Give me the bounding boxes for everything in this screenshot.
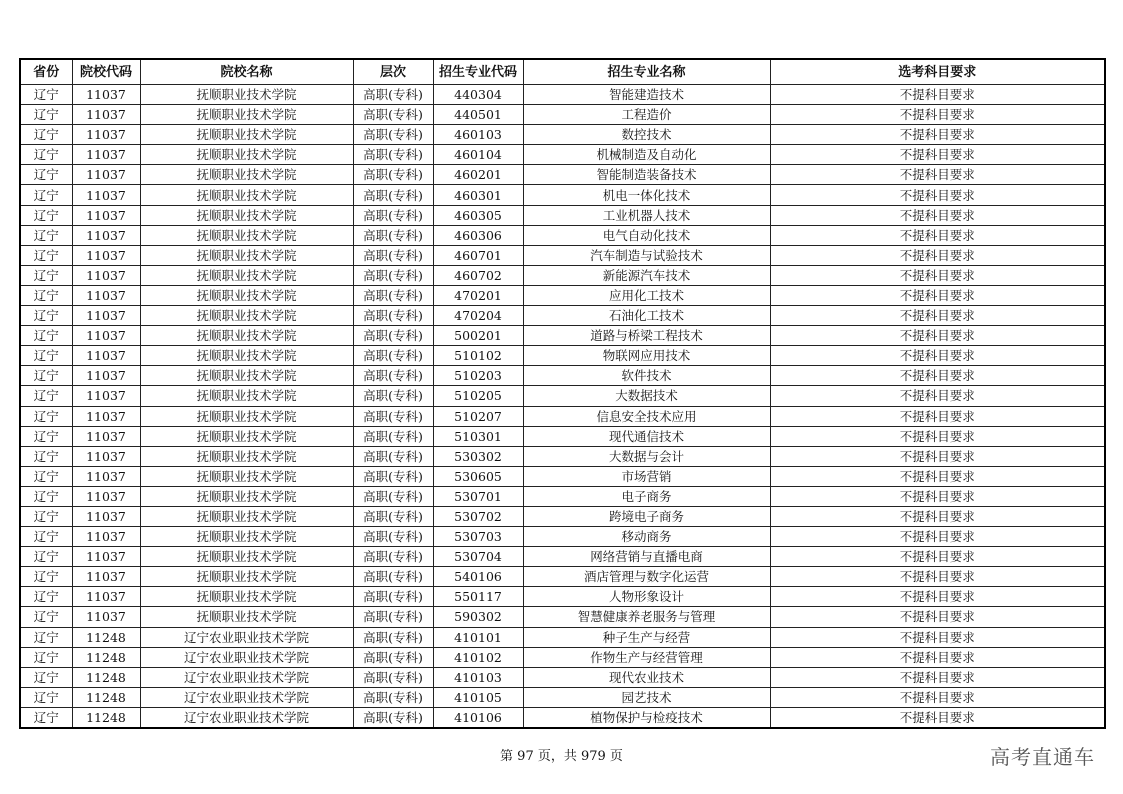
cell-major-code: 460306 <box>433 225 523 245</box>
cell-major-code: 460702 <box>433 265 523 285</box>
cell-major-code: 470204 <box>433 306 523 326</box>
cell-school-name: 抚顺职业技术学院 <box>140 527 353 547</box>
cell-school-code: 11037 <box>72 185 140 205</box>
cell-school-code: 11037 <box>72 587 140 607</box>
cell-subject-requirement: 不提科目要求 <box>770 647 1105 667</box>
cell-level: 高职(专科) <box>353 386 433 406</box>
table-row <box>20 466 1105 486</box>
cell-subject-requirement: 不提科目要求 <box>770 627 1105 647</box>
table-row <box>20 366 1105 386</box>
header-subject-requirement: 选考科目要求 <box>770 59 1105 85</box>
cell-school-code: 11037 <box>72 406 140 426</box>
cell-major-name: 酒店管理与数字化运营 <box>523 567 770 587</box>
cell-major-code: 460701 <box>433 245 523 265</box>
cell-major-code: 530605 <box>433 466 523 486</box>
cell-school-name: 抚顺职业技术学院 <box>140 265 353 285</box>
cell-major-code: 460104 <box>433 145 523 165</box>
cell-major-name: 植物保护与检疫技术 <box>523 707 770 728</box>
cell-level: 高职(专科) <box>353 486 433 506</box>
cell-school-name: 辽宁农业职业技术学院 <box>140 647 353 667</box>
cell-level: 高职(专科) <box>353 346 433 366</box>
cell-province: 辽宁 <box>20 185 72 205</box>
cell-level: 高职(专科) <box>353 527 433 547</box>
cell-major-name: 网络营销与直播电商 <box>523 547 770 567</box>
table-row <box>20 265 1105 285</box>
cell-province: 辽宁 <box>20 446 72 466</box>
cell-major-name: 智能制造装备技术 <box>523 165 770 185</box>
cell-major-name: 跨境电子商务 <box>523 506 770 526</box>
cell-subject-requirement: 不提科目要求 <box>770 165 1105 185</box>
cell-school-code: 11037 <box>72 165 140 185</box>
cell-major-name: 机电一体化技术 <box>523 185 770 205</box>
cell-subject-requirement: 不提科目要求 <box>770 326 1105 346</box>
cell-major-name: 信息安全技术应用 <box>523 406 770 426</box>
cell-level: 高职(专科) <box>353 326 433 346</box>
cell-province: 辽宁 <box>20 406 72 426</box>
cell-subject-requirement: 不提科目要求 <box>770 406 1105 426</box>
cell-major-name: 现代农业技术 <box>523 667 770 687</box>
cell-province: 辽宁 <box>20 547 72 567</box>
cell-major-code: 440501 <box>433 105 523 125</box>
cell-school-name: 抚顺职业技术学院 <box>140 587 353 607</box>
cell-subject-requirement: 不提科目要求 <box>770 205 1105 225</box>
cell-subject-requirement: 不提科目要求 <box>770 667 1105 687</box>
cell-school-code: 11037 <box>72 426 140 446</box>
cell-subject-requirement: 不提科目要求 <box>770 587 1105 607</box>
cell-major-code: 540106 <box>433 567 523 587</box>
cell-province: 辽宁 <box>20 245 72 265</box>
header-level: 层次 <box>353 59 433 85</box>
header-school-name: 院校名称 <box>140 59 353 85</box>
cell-province: 辽宁 <box>20 306 72 326</box>
table-body <box>20 85 1105 729</box>
cell-major-name: 物联网应用技术 <box>523 346 770 366</box>
cell-major-name: 现代通信技术 <box>523 426 770 446</box>
cell-school-name: 抚顺职业技术学院 <box>140 105 353 125</box>
cell-school-code: 11037 <box>72 145 140 165</box>
cell-school-code: 11037 <box>72 265 140 285</box>
cell-school-name: 抚顺职业技术学院 <box>140 326 353 346</box>
cell-school-code: 11037 <box>72 245 140 265</box>
cell-subject-requirement: 不提科目要求 <box>770 366 1105 386</box>
cell-subject-requirement: 不提科目要求 <box>770 466 1105 486</box>
cell-major-name: 软件技术 <box>523 366 770 386</box>
table-row <box>20 306 1105 326</box>
table-row <box>20 225 1105 245</box>
cell-school-code: 11037 <box>72 346 140 366</box>
cell-school-name: 抚顺职业技术学院 <box>140 406 353 426</box>
cell-school-name: 抚顺职业技术学院 <box>140 165 353 185</box>
cell-province: 辽宁 <box>20 486 72 506</box>
cell-major-code: 460103 <box>433 125 523 145</box>
cell-subject-requirement: 不提科目要求 <box>770 687 1105 707</box>
cell-major-code: 550117 <box>433 587 523 607</box>
cell-major-name: 数控技术 <box>523 125 770 145</box>
cell-province: 辽宁 <box>20 165 72 185</box>
cell-province: 辽宁 <box>20 386 72 406</box>
cell-major-name: 石油化工技术 <box>523 306 770 326</box>
cell-school-name: 抚顺职业技术学院 <box>140 466 353 486</box>
cell-province: 辽宁 <box>20 687 72 707</box>
cell-school-name: 抚顺职业技术学院 <box>140 547 353 567</box>
cell-province: 辽宁 <box>20 587 72 607</box>
table-row <box>20 647 1105 667</box>
cell-level: 高职(专科) <box>353 627 433 647</box>
cell-province: 辽宁 <box>20 426 72 446</box>
cell-major-code: 530302 <box>433 446 523 466</box>
cell-major-code: 460201 <box>433 165 523 185</box>
cell-province: 辽宁 <box>20 145 72 165</box>
cell-major-code: 510205 <box>433 386 523 406</box>
cell-subject-requirement: 不提科目要求 <box>770 225 1105 245</box>
cell-province: 辽宁 <box>20 105 72 125</box>
cell-subject-requirement: 不提科目要求 <box>770 527 1105 547</box>
cell-level: 高职(专科) <box>353 466 433 486</box>
cell-school-code: 11037 <box>72 547 140 567</box>
cell-school-code: 11248 <box>72 707 140 728</box>
cell-major-name: 市场营销 <box>523 466 770 486</box>
table-row <box>20 587 1105 607</box>
cell-province: 辽宁 <box>20 285 72 305</box>
cell-province: 辽宁 <box>20 346 72 366</box>
cell-level: 高职(专科) <box>353 366 433 386</box>
cell-level: 高职(专科) <box>353 145 433 165</box>
table-row <box>20 627 1105 647</box>
cell-level: 高职(专科) <box>353 125 433 145</box>
cell-subject-requirement: 不提科目要求 <box>770 547 1105 567</box>
cell-school-code: 11037 <box>72 527 140 547</box>
cell-major-name: 园艺技术 <box>523 687 770 707</box>
cell-school-name: 抚顺职业技术学院 <box>140 306 353 326</box>
cell-major-code: 470201 <box>433 285 523 305</box>
cell-major-name: 汽车制造与试验技术 <box>523 245 770 265</box>
cell-school-code: 11037 <box>72 225 140 245</box>
cell-school-code: 11248 <box>72 627 140 647</box>
cell-level: 高职(专科) <box>353 205 433 225</box>
cell-school-code: 11037 <box>72 506 140 526</box>
cell-province: 辽宁 <box>20 205 72 225</box>
cell-major-code: 500201 <box>433 326 523 346</box>
cell-level: 高职(专科) <box>353 185 433 205</box>
cell-major-code: 460301 <box>433 185 523 205</box>
cell-major-name: 种子生产与经营 <box>523 627 770 647</box>
cell-level: 高职(专科) <box>353 406 433 426</box>
admissions-table <box>19 58 1106 729</box>
cell-school-name: 辽宁农业职业技术学院 <box>140 687 353 707</box>
cell-school-code: 11248 <box>72 647 140 667</box>
cell-subject-requirement: 不提科目要求 <box>770 265 1105 285</box>
table-row <box>20 145 1105 165</box>
cell-level: 高职(专科) <box>353 707 433 728</box>
cell-major-code: 530704 <box>433 547 523 567</box>
cell-level: 高职(专科) <box>353 547 433 567</box>
cell-school-code: 11037 <box>72 125 140 145</box>
table-row <box>20 547 1105 567</box>
cell-province: 辽宁 <box>20 567 72 587</box>
table-row <box>20 527 1105 547</box>
cell-major-code: 510203 <box>433 366 523 386</box>
header-school-code: 院校代码 <box>72 59 140 85</box>
cell-level: 高职(专科) <box>353 265 433 285</box>
table-row <box>20 165 1105 185</box>
cell-school-name: 抚顺职业技术学院 <box>140 285 353 305</box>
cell-major-name: 作物生产与经营管理 <box>523 647 770 667</box>
cell-subject-requirement: 不提科目要求 <box>770 185 1105 205</box>
cell-school-name: 抚顺职业技术学院 <box>140 446 353 466</box>
cell-level: 高职(专科) <box>353 446 433 466</box>
cell-major-code: 530701 <box>433 486 523 506</box>
cell-major-name: 人物形象设计 <box>523 587 770 607</box>
header-major-name: 招生专业名称 <box>523 59 770 85</box>
table-row <box>20 205 1105 225</box>
cell-province: 辽宁 <box>20 506 72 526</box>
cell-province: 辽宁 <box>20 707 72 728</box>
table-row <box>20 85 1105 105</box>
table-row <box>20 245 1105 265</box>
table-row <box>20 326 1105 346</box>
table-row <box>20 346 1105 366</box>
cell-major-name: 移动商务 <box>523 527 770 547</box>
cell-level: 高职(专科) <box>353 245 433 265</box>
cell-province: 辽宁 <box>20 366 72 386</box>
cell-school-name: 抚顺职业技术学院 <box>140 506 353 526</box>
cell-school-name: 辽宁农业职业技术学院 <box>140 627 353 647</box>
cell-level: 高职(专科) <box>353 225 433 245</box>
cell-major-name: 新能源汽车技术 <box>523 265 770 285</box>
cell-level: 高职(专科) <box>353 306 433 326</box>
cell-level: 高职(专科) <box>353 587 433 607</box>
cell-level: 高职(专科) <box>353 687 433 707</box>
cell-major-code: 510207 <box>433 406 523 426</box>
cell-school-name: 抚顺职业技术学院 <box>140 125 353 145</box>
cell-major-code: 530703 <box>433 527 523 547</box>
cell-province: 辽宁 <box>20 85 72 105</box>
cell-school-code: 11037 <box>72 607 140 627</box>
cell-major-code: 410101 <box>433 627 523 647</box>
cell-level: 高职(专科) <box>353 607 433 627</box>
cell-major-code: 510102 <box>433 346 523 366</box>
cell-major-name: 智慧健康养老服务与管理 <box>523 607 770 627</box>
cell-province: 辽宁 <box>20 265 72 285</box>
cell-major-name: 工程造价 <box>523 105 770 125</box>
cell-subject-requirement: 不提科目要求 <box>770 285 1105 305</box>
cell-province: 辽宁 <box>20 125 72 145</box>
cell-subject-requirement: 不提科目要求 <box>770 306 1105 326</box>
header-province: 省份 <box>20 59 72 85</box>
cell-level: 高职(专科) <box>353 667 433 687</box>
cell-school-name: 抚顺职业技术学院 <box>140 607 353 627</box>
table-row <box>20 285 1105 305</box>
cell-school-code: 11248 <box>72 687 140 707</box>
table-row <box>20 426 1105 446</box>
cell-level: 高职(专科) <box>353 105 433 125</box>
cell-subject-requirement: 不提科目要求 <box>770 346 1105 366</box>
cell-subject-requirement: 不提科目要求 <box>770 105 1105 125</box>
cell-school-name: 抚顺职业技术学院 <box>140 567 353 587</box>
cell-major-code: 590302 <box>433 607 523 627</box>
cell-level: 高职(专科) <box>353 426 433 446</box>
cell-school-code: 11037 <box>72 567 140 587</box>
cell-province: 辽宁 <box>20 607 72 627</box>
table-row <box>20 406 1105 426</box>
cell-subject-requirement: 不提科目要求 <box>770 145 1105 165</box>
cell-subject-requirement: 不提科目要求 <box>770 707 1105 728</box>
table-row <box>20 486 1105 506</box>
cell-level: 高职(专科) <box>353 285 433 305</box>
cell-subject-requirement: 不提科目要求 <box>770 245 1105 265</box>
cell-school-name: 抚顺职业技术学院 <box>140 245 353 265</box>
cell-level: 高职(专科) <box>353 647 433 667</box>
cell-province: 辽宁 <box>20 466 72 486</box>
cell-major-code: 410105 <box>433 687 523 707</box>
cell-province: 辽宁 <box>20 627 72 647</box>
cell-school-code: 11248 <box>72 667 140 687</box>
cell-major-name: 机械制造及自动化 <box>523 145 770 165</box>
cell-school-code: 11037 <box>72 205 140 225</box>
cell-major-code: 410106 <box>433 707 523 728</box>
cell-province: 辽宁 <box>20 667 72 687</box>
cell-school-name: 抚顺职业技术学院 <box>140 486 353 506</box>
cell-subject-requirement: 不提科目要求 <box>770 506 1105 526</box>
cell-major-name: 电气自动化技术 <box>523 225 770 245</box>
cell-school-code: 11037 <box>72 285 140 305</box>
cell-province: 辽宁 <box>20 326 72 346</box>
cell-major-name: 智能建造技术 <box>523 85 770 105</box>
cell-school-name: 抚顺职业技术学院 <box>140 386 353 406</box>
watermark-text: 高考直通车 <box>990 745 1095 769</box>
cell-subject-requirement: 不提科目要求 <box>770 567 1105 587</box>
table-row <box>20 687 1105 707</box>
cell-major-code: 410103 <box>433 667 523 687</box>
cell-school-name: 抚顺职业技术学院 <box>140 426 353 446</box>
cell-major-name: 大数据与会计 <box>523 446 770 466</box>
cell-major-code: 510301 <box>433 426 523 446</box>
table-header-row <box>20 59 1105 85</box>
cell-school-name: 辽宁农业职业技术学院 <box>140 707 353 728</box>
table-row <box>20 667 1105 687</box>
cell-school-name: 抚顺职业技术学院 <box>140 366 353 386</box>
cell-school-code: 11037 <box>72 446 140 466</box>
cell-school-code: 11037 <box>72 386 140 406</box>
cell-major-name: 应用化工技术 <box>523 285 770 305</box>
table-row <box>20 446 1105 466</box>
cell-school-code: 11037 <box>72 466 140 486</box>
cell-major-name: 工业机器人技术 <box>523 205 770 225</box>
cell-major-name: 大数据技术 <box>523 386 770 406</box>
cell-subject-requirement: 不提科目要求 <box>770 125 1105 145</box>
table-row <box>20 185 1105 205</box>
table-row <box>20 125 1105 145</box>
cell-major-code: 530702 <box>433 506 523 526</box>
cell-level: 高职(专科) <box>353 85 433 105</box>
header-major-code: 招生专业代码 <box>433 59 523 85</box>
cell-subject-requirement: 不提科目要求 <box>770 486 1105 506</box>
cell-school-name: 抚顺职业技术学院 <box>140 346 353 366</box>
table-row <box>20 607 1105 627</box>
cell-major-code: 460305 <box>433 205 523 225</box>
cell-major-name: 电子商务 <box>523 486 770 506</box>
cell-subject-requirement: 不提科目要求 <box>770 426 1105 446</box>
cell-level: 高职(专科) <box>353 506 433 526</box>
table-row <box>20 707 1105 728</box>
cell-school-name: 抚顺职业技术学院 <box>140 225 353 245</box>
cell-school-name: 抚顺职业技术学院 <box>140 145 353 165</box>
cell-level: 高职(专科) <box>353 567 433 587</box>
cell-subject-requirement: 不提科目要求 <box>770 386 1105 406</box>
cell-province: 辽宁 <box>20 647 72 667</box>
cell-major-code: 410102 <box>433 647 523 667</box>
cell-school-code: 11037 <box>72 306 140 326</box>
cell-subject-requirement: 不提科目要求 <box>770 85 1105 105</box>
cell-province: 辽宁 <box>20 225 72 245</box>
table-row <box>20 386 1105 406</box>
cell-school-code: 11037 <box>72 105 140 125</box>
page-number: 第 97 页，共 979 页 <box>500 749 623 764</box>
cell-school-code: 11037 <box>72 486 140 506</box>
cell-school-code: 11037 <box>72 326 140 346</box>
cell-subject-requirement: 不提科目要求 <box>770 446 1105 466</box>
cell-level: 高职(专科) <box>353 165 433 185</box>
cell-school-code: 11037 <box>72 366 140 386</box>
cell-major-code: 440304 <box>433 85 523 105</box>
cell-school-name: 辽宁农业职业技术学院 <box>140 667 353 687</box>
cell-subject-requirement: 不提科目要求 <box>770 607 1105 627</box>
cell-province: 辽宁 <box>20 527 72 547</box>
table-row <box>20 567 1105 587</box>
table-row <box>20 506 1105 526</box>
cell-school-name: 抚顺职业技术学院 <box>140 185 353 205</box>
cell-school-name: 抚顺职业技术学院 <box>140 85 353 105</box>
cell-major-name: 道路与桥梁工程技术 <box>523 326 770 346</box>
cell-school-name: 抚顺职业技术学院 <box>140 205 353 225</box>
table-row <box>20 105 1105 125</box>
cell-school-code: 11037 <box>72 85 140 105</box>
